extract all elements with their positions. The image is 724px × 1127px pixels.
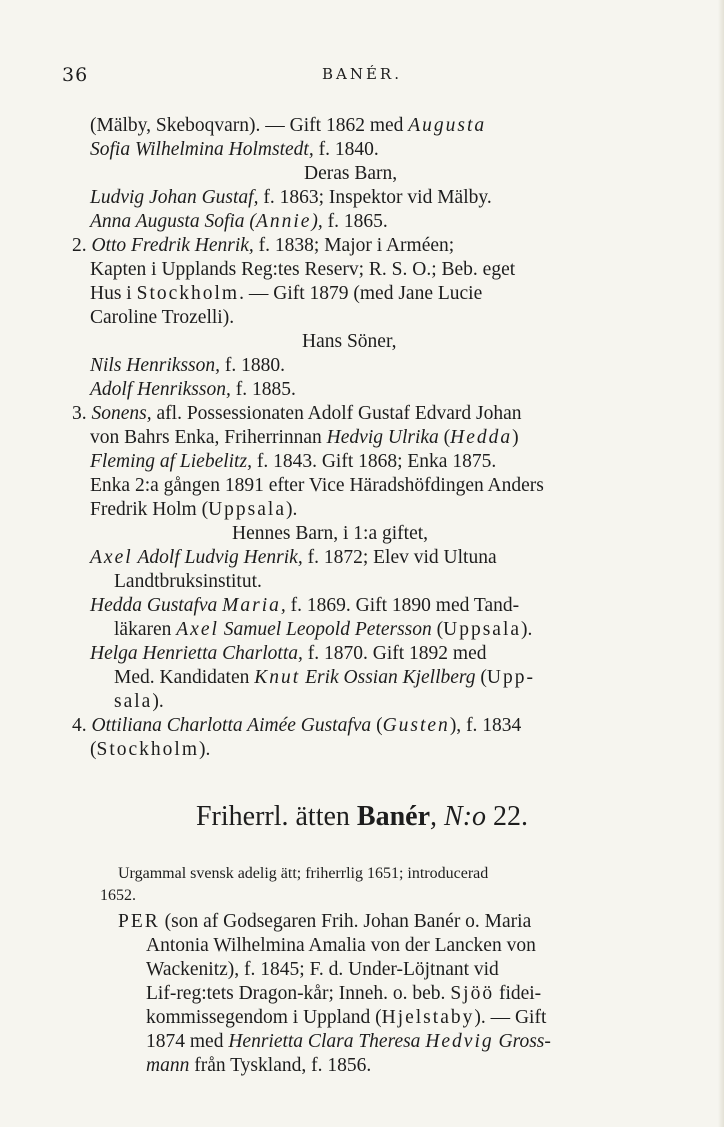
section-heading: Friherrl. ätten Banér, N:o 22. bbox=[195, 801, 529, 832]
text-line: Hedda Gustafva Maria, f. 1869. Gift 1890 med Tand- bbox=[90, 595, 520, 616]
text-line: Helga Henrietta Charlotta, f. 1870. Gift 1892 med bbox=[90, 643, 487, 664]
text-line: Hans Söner, bbox=[302, 331, 397, 352]
text-line: Nils Henriksson, f. 1880. bbox=[90, 355, 286, 376]
text-line: Med. Kandidaten Knut Erik Ossian Kjellberg (Upp- bbox=[114, 667, 535, 688]
text-line: 3. Sonens, afl. Possessionaten Adolf Gustaf Edvard Johan bbox=[72, 403, 522, 424]
page-header bbox=[0, 64, 724, 88]
text-line: Urgammal svensk adelig ätt; friherrlig 1651; introducerad bbox=[118, 865, 489, 882]
text-line: (Mälby, Skeboqvarn). — Gift 1862 med Augusta bbox=[90, 115, 487, 136]
text-line: Sofia Wilhelmina Holmstedt, f. 1840. bbox=[90, 139, 379, 160]
text-line: Deras Barn, bbox=[304, 163, 398, 184]
text-line: Axel Adolf Ludvig Henrik, f. 1872; Elev vid Ultuna bbox=[90, 547, 497, 568]
text-line: 1652. bbox=[100, 887, 136, 904]
text-line: (Stockholm). bbox=[90, 739, 211, 760]
text-line: Wackenitz), f. 1845; F. d. Under-Löjtnant vid bbox=[146, 959, 499, 980]
text-line: Kapten i Upplands Reg:tes Reserv; R. S. O.; Beb. eget bbox=[90, 259, 516, 280]
running-title: BANÉR. bbox=[322, 65, 402, 83]
text-line: Anna Augusta Sofia (Annie), f. 1865. bbox=[90, 211, 388, 232]
text-line: sala). bbox=[114, 691, 164, 712]
text-line: Enka 2:a gången 1891 efter Vice Häradshöfdingen Anders bbox=[90, 475, 544, 496]
text-line: 2. Otto Fredrik Henrik, f. 1838; Major i Arméen; bbox=[72, 235, 455, 256]
text-line: mann från Tyskland, f. 1856. bbox=[146, 1055, 372, 1076]
text-line: Ludvig Johan Gustaf, f. 1863; Inspektor vid Mälby. bbox=[90, 187, 492, 208]
text-line: Caroline Trozelli). bbox=[90, 307, 235, 328]
text-line: kommissegendom i Uppland (Hjelstaby). — Gift bbox=[146, 1007, 547, 1028]
text-line: Landtbruksinstitut. bbox=[114, 571, 262, 592]
text-line: 1874 med Henrietta Clara Theresa Hedvig Gross- bbox=[146, 1031, 551, 1052]
text-line: von Bahrs Enka, Friherrinnan Hedvig Ulrika (Hedda) bbox=[90, 427, 519, 448]
text-line: Hennes Barn, i 1:a giftet, bbox=[232, 523, 429, 544]
text-line: Hus i Stockholm. — Gift 1879 (med Jane Lucie bbox=[90, 283, 483, 304]
text-line: Antonia Wilhelmina Amalia von der Lancken von bbox=[146, 935, 536, 956]
text-line: 4. Ottiliana Charlotta Aimée Gustafva (Gusten), f. 1834 bbox=[72, 715, 522, 736]
text-line: Lif-reg:tets Dragon-kår; Inneh. o. beb. Sjöö fidei- bbox=[146, 983, 542, 1004]
text-line: Fleming af Liebelitz, f. 1843. Gift 1868; Enka 1875. bbox=[90, 451, 497, 472]
text-line: läkaren Axel Samuel Leopold Petersson (Uppsala). bbox=[114, 619, 533, 640]
page-edge bbox=[718, 0, 724, 1127]
text-line: PER (son af Godsegaren Frih. Johan Banér o. Maria bbox=[118, 911, 532, 932]
text-line: Fredrik Holm (Uppsala). bbox=[90, 499, 298, 520]
page-number: 36 bbox=[62, 64, 89, 86]
text-line: Adolf Henriksson, f. 1885. bbox=[90, 379, 296, 400]
